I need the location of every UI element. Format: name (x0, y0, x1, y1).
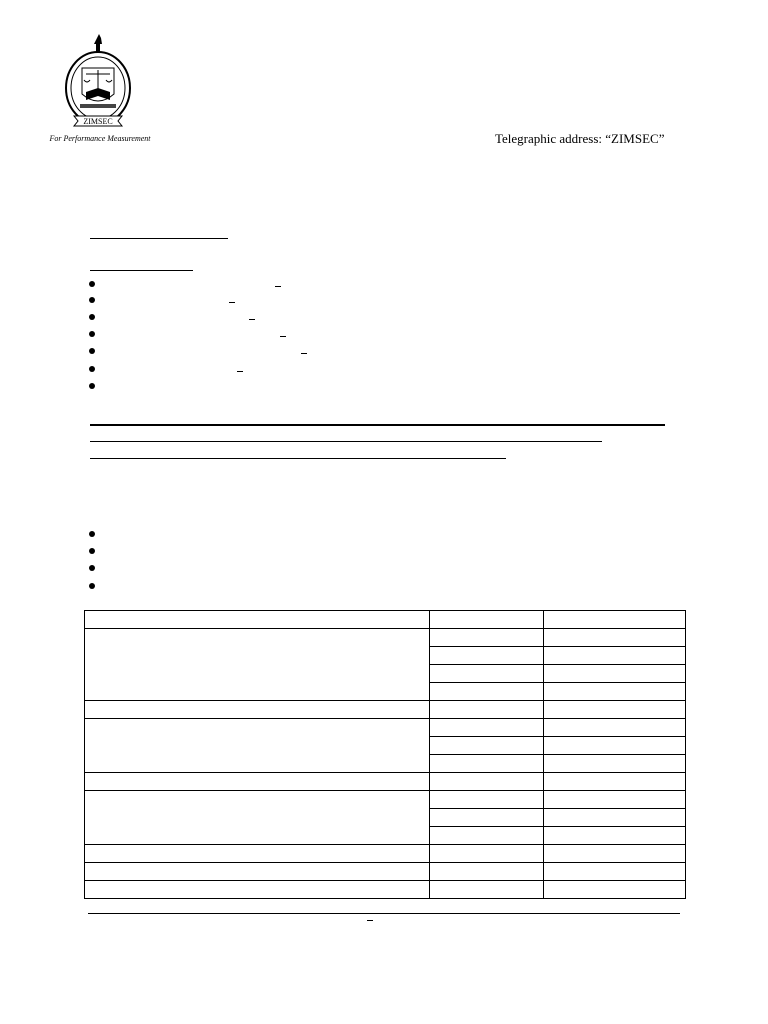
list-bullet (89, 314, 95, 320)
table-cell (85, 701, 430, 719)
table-row (85, 629, 686, 647)
table-cell (544, 647, 686, 665)
heading-underline-1 (90, 238, 228, 239)
list-bullet (89, 531, 95, 537)
table-cell (544, 701, 686, 719)
table-cell (430, 755, 544, 773)
footer-dash (367, 920, 373, 921)
table-cell (430, 629, 544, 647)
paragraph-underline-3 (90, 458, 506, 459)
list-dash (249, 319, 255, 320)
table-cell (544, 881, 686, 899)
table-row (85, 701, 686, 719)
table-cell (85, 863, 430, 881)
list-bullet (89, 281, 95, 287)
table-cell (430, 827, 544, 845)
telegraphic-address: Telegraphic address: “ZIMSEC” (495, 131, 665, 146)
table-cell (544, 719, 686, 737)
table-cell (430, 791, 544, 809)
list-dash (280, 336, 286, 337)
table-cell (544, 827, 686, 845)
table-cell (85, 719, 430, 773)
table-cell (430, 611, 544, 629)
list-dash (301, 353, 307, 354)
list-bullet (89, 565, 95, 571)
paragraph-underline-2 (90, 441, 602, 442)
footer-rule (88, 913, 680, 914)
table-row (85, 881, 686, 899)
table-cell (430, 881, 544, 899)
table-row (85, 773, 686, 791)
table-cell (85, 881, 430, 899)
table-row (85, 719, 686, 737)
table-cell (544, 863, 686, 881)
table-cell (85, 791, 430, 845)
table-cell (544, 737, 686, 755)
table-cell (85, 629, 430, 701)
list-bullet (89, 348, 95, 354)
table-cell (544, 665, 686, 683)
zimsec-logo (36, 30, 164, 160)
heading-underline-2 (90, 270, 193, 271)
table-cell (544, 611, 686, 629)
table-row (85, 863, 686, 881)
table-cell (430, 737, 544, 755)
table-cell (544, 791, 686, 809)
logo-motto: For Performance Measurement (49, 134, 151, 143)
list-dash (275, 286, 281, 287)
list-bullet (89, 297, 95, 303)
zimsec-crest-icon (36, 30, 164, 134)
table-header-row (85, 611, 686, 629)
table-cell (85, 773, 430, 791)
table-cell (544, 809, 686, 827)
table-cell (430, 683, 544, 701)
table-cell (544, 773, 686, 791)
table-cell (544, 629, 686, 647)
list-bullet (89, 366, 95, 372)
list-dash (229, 302, 235, 303)
list-bullet (89, 583, 95, 589)
table-row (85, 845, 686, 863)
table-cell (430, 773, 544, 791)
list-bullet (89, 548, 95, 554)
table-cell (544, 845, 686, 863)
table-cell (430, 845, 544, 863)
fees-table (84, 610, 686, 899)
table-cell (430, 719, 544, 737)
table-cell (85, 611, 430, 629)
table-cell (430, 863, 544, 881)
table-cell (430, 809, 544, 827)
table-cell (430, 665, 544, 683)
table-cell (430, 647, 544, 665)
table-cell (85, 845, 430, 863)
list-dash (237, 371, 243, 372)
zimsec-emblem-text: ZIMSEC (83, 117, 113, 126)
table-cell (430, 701, 544, 719)
list-bullet (89, 383, 95, 389)
list-bullet (89, 331, 95, 337)
table-row (85, 791, 686, 809)
paragraph-underline-1 (90, 424, 665, 426)
table-cell (544, 683, 686, 701)
table-cell (544, 755, 686, 773)
